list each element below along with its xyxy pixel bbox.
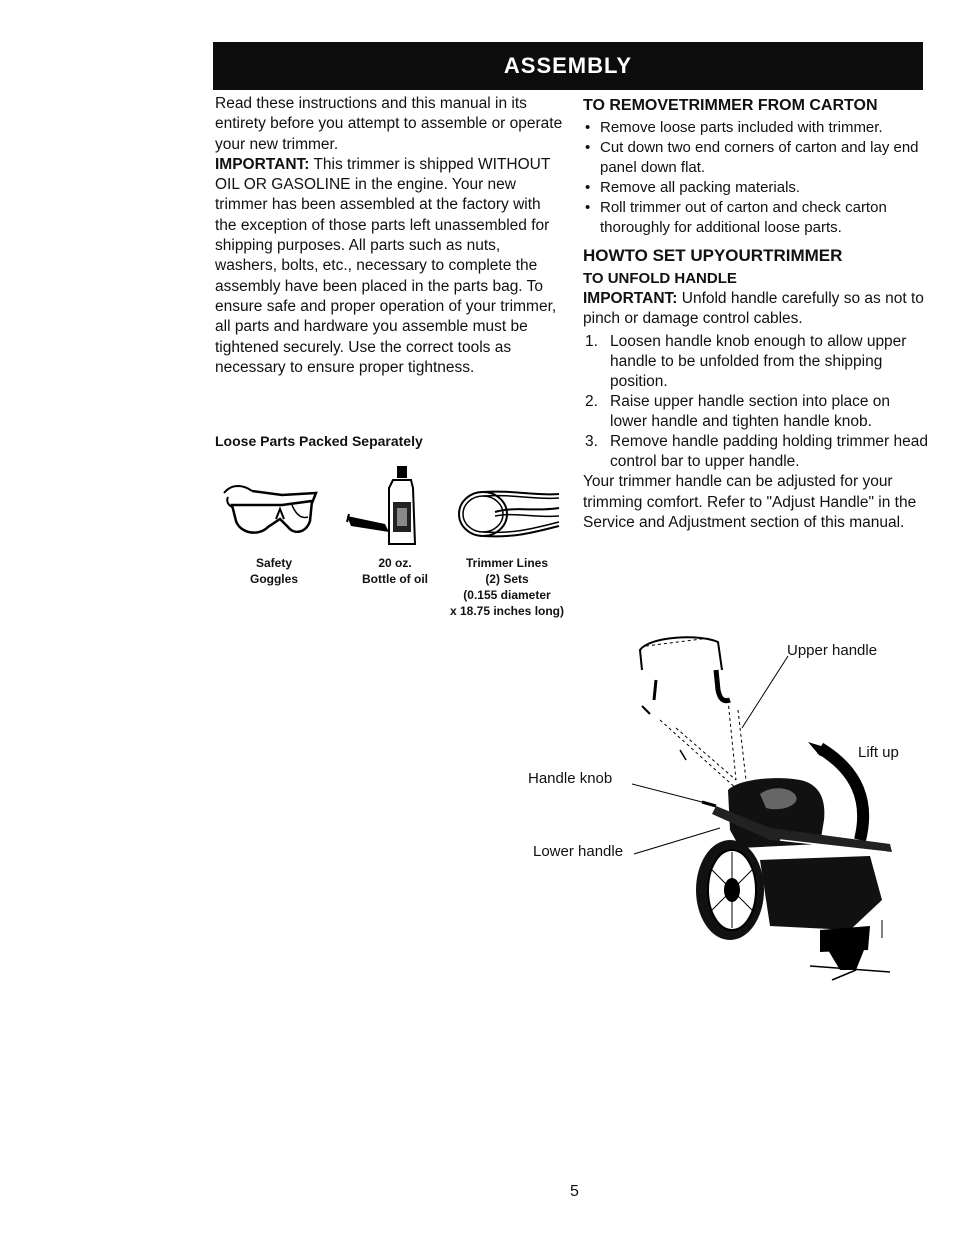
safety-goggles-icon [222, 475, 322, 545]
unfold-steps-list [583, 332, 928, 472]
part-label-trimmer-lines: Trimmer Lines (2) Sets (0.155 diameter x 18.75 inches long) [449, 556, 565, 618]
label-lift-up: Lift up [858, 744, 899, 761]
remove-heading: TO REMOVETRIMMER FROM CARTON [583, 97, 878, 114]
label-upper-handle: Upper handle [787, 642, 878, 659]
important-paragraph [215, 155, 565, 378]
list-item: 3. Remove handle padding holding trimmer head control bar to upper handle. [585, 433, 928, 471]
unfold-important-text: Unfold handle carefully so as not to pinch or damage control cables. [583, 289, 924, 328]
list-item: 1. Loosen handle knob enough to allow upper handle to be unfolded from the shipping position. [585, 333, 907, 391]
list-item: • Cut down two end corners of carton and lay end panel down flat. [583, 138, 928, 178]
trimmer-handle-illustration [620, 630, 920, 990]
unfold-important-paragraph [583, 289, 928, 330]
list-item: • Roll trimmer out of carton and check carton thoroughly for additional loose parts. [583, 198, 928, 238]
list-item: 2. Raise upper handle section into place on lower handle and tighten handle knob. [585, 393, 891, 431]
oil-bottle-icon [345, 466, 425, 546]
trimmer-lines-icon [455, 486, 565, 546]
part-label-oil: 20 oz. Bottle of oil [362, 556, 428, 586]
list-item: • Remove all packing materials. [583, 178, 928, 198]
page-number: 5 [570, 1183, 579, 1200]
unfold-heading: TO UNFOLD HANDLE [583, 269, 737, 287]
section-title: ASSEMBLY [503, 53, 633, 78]
section-banner [213, 42, 923, 90]
left-column [215, 94, 565, 378]
remove-steps-list [583, 118, 928, 238]
important-label: IMPORTANT: [215, 155, 310, 173]
adjust-note: Your trimmer handle can be adjusted for your trimming comfort. Refer to "Adjust Handle" in the Service and Adjustment section of this manual. [583, 473, 917, 532]
setup-heading: HOWTO SET UPYOURTRIMMER [583, 246, 843, 266]
unfold-important-label: IMPORTANT: [583, 289, 678, 307]
label-lower-handle: Lower handle [533, 843, 624, 860]
loose-parts-title: Loose Parts Packed Separately [215, 433, 423, 449]
intro-paragraph: Read these instructions and this manual in its entirety before you attempt to assemble or operate your new trimmer. [215, 95, 563, 153]
right-column [583, 96, 928, 533]
part-label-goggles: Safety Goggles [249, 556, 298, 586]
important-text: This trimmer is shipped WITHOUT OIL OR GASOLINE in the engine. Your new trimmer has been assembled at the factory with the exception of those parts left unassembled for shipping purposes. All parts such as nuts, washers, bolts, etc., necessary to complete the assembly have been placed in the parts bag. To ensure safe and proper operation of your trimmer, all parts and hardware you assemble must be tightened securely. Use the correct tools as necessary to ensure proper tightness. [215, 155, 557, 376]
list-item: • Remove loose parts included with trimmer. [583, 118, 928, 138]
label-handle-knob: Handle knob [528, 770, 613, 787]
